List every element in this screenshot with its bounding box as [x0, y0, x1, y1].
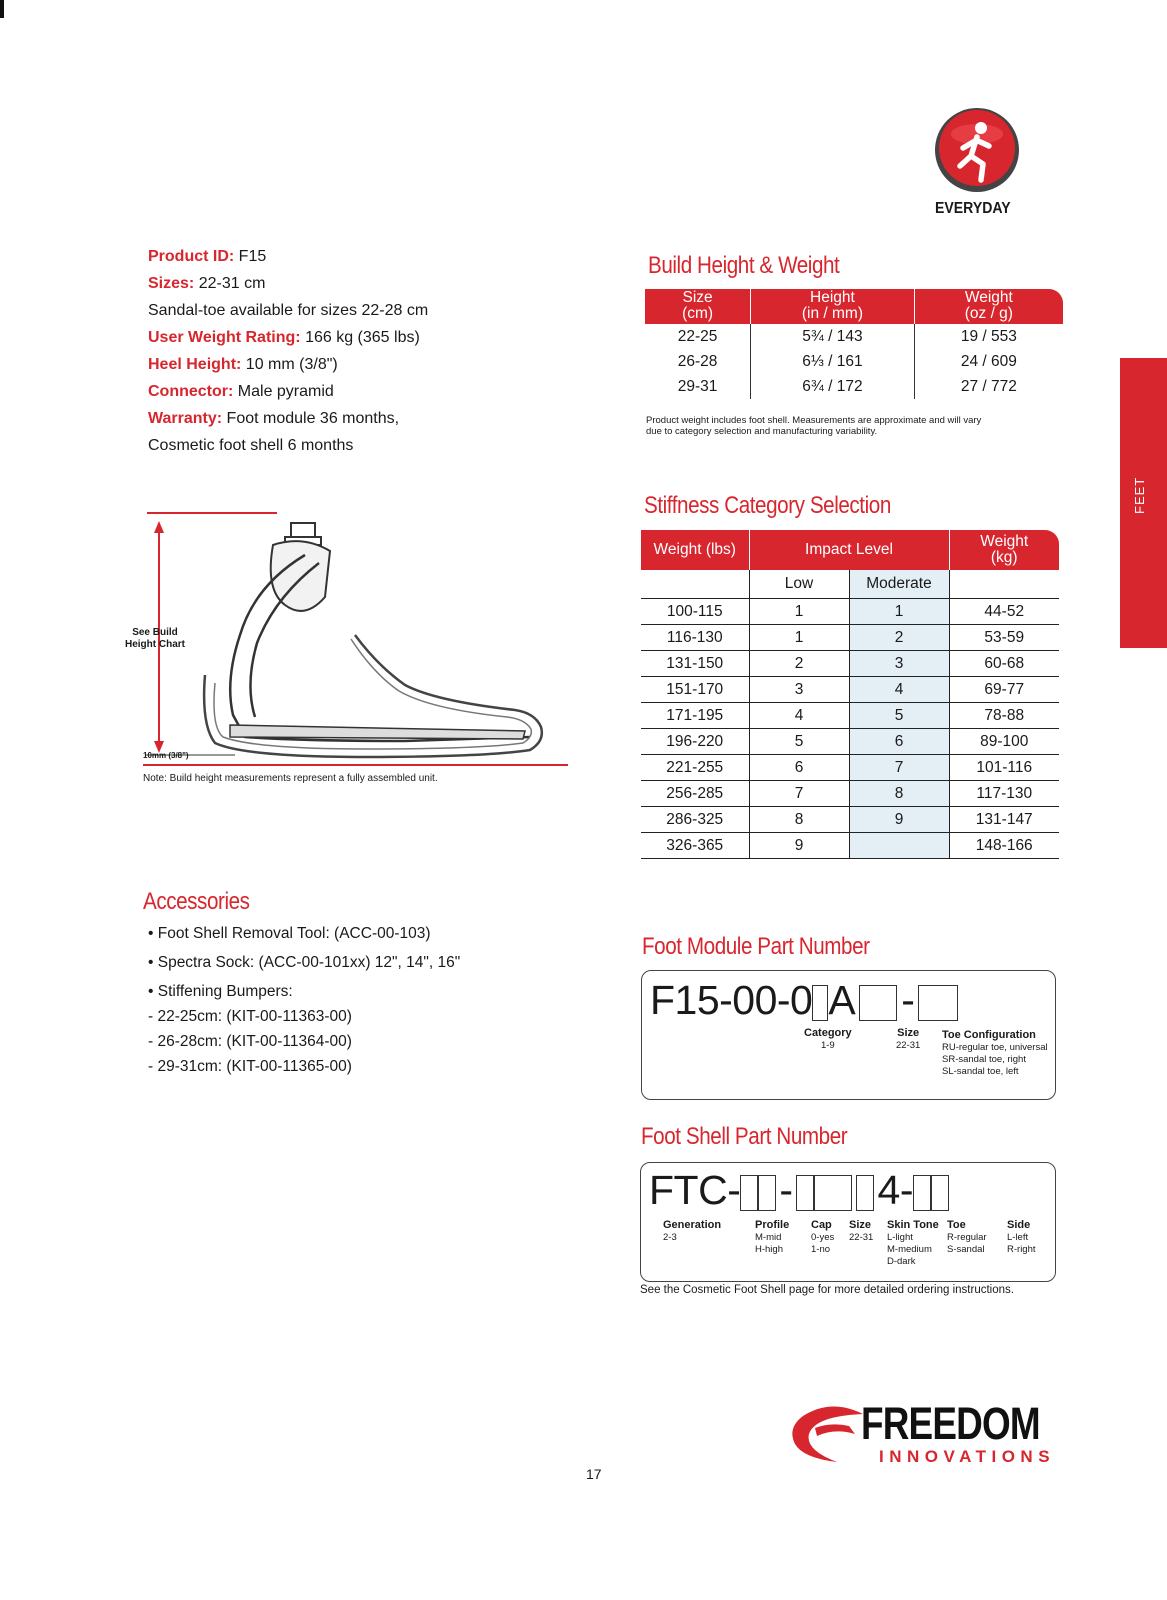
- header-weight: Weight (oz / g): [914, 289, 1063, 324]
- heel-height-label: 10mm (3/8"): [143, 751, 189, 760]
- page-number: 17: [586, 1466, 602, 1482]
- foot-shell-note: See the Cosmetic Foot Shell page for more detailed ordering instructions.: [640, 1284, 1014, 1296]
- toe-config-slot: [918, 985, 958, 1021]
- header-impact-level: Impact Level: [749, 530, 949, 570]
- subheader-moderate: Moderate: [849, 570, 949, 599]
- generation-slot: [740, 1175, 758, 1211]
- list-item: • Foot Shell Removal Tool: (ACC-00-103): [148, 925, 431, 942]
- side-slot: [931, 1175, 949, 1211]
- table-row: 100-115 1 1 44-52: [641, 599, 1059, 625]
- foot-shell-title: Foot Shell Part Number: [641, 1123, 848, 1150]
- table-row: 22-25 5¾ / 143 19 / 553: [645, 324, 1063, 349]
- table-row: 326-365 9 148-166: [641, 833, 1059, 859]
- cap-slot: [796, 1175, 814, 1211]
- side-tab-label: FEET: [1132, 476, 1147, 514]
- shell-size-caption: Size 22-31: [849, 1219, 874, 1243]
- build-height-table: [645, 289, 1063, 399]
- heel-height: Heel Height: 10 mm (3/8"): [148, 356, 338, 373]
- table-row: 171-195 4 5 78-88: [641, 703, 1059, 729]
- user-weight-rating: User Weight Rating: 166 kg (365 lbs): [148, 329, 420, 346]
- freedom-innovations-logo: [785, 1398, 1055, 1478]
- subheader-low: Low: [749, 570, 849, 599]
- see-build-label: See Build Height Chart: [125, 627, 185, 650]
- toe-slot: [913, 1175, 931, 1211]
- brand-sub: INNOVATIONS: [879, 1447, 1056, 1466]
- category-slot: [812, 985, 828, 1021]
- table-header-row: [645, 289, 1063, 324]
- list-item: • Spectra Sock: (ACC-00-101xx) 12", 14", 16": [148, 954, 461, 971]
- foot-diagram: [105, 505, 575, 810]
- skin-tone-slot: [856, 1175, 874, 1211]
- side-caption: Side L-left R-right: [1007, 1219, 1036, 1255]
- generation-caption: Generation 2-3: [663, 1219, 722, 1243]
- table-row: 221-255 6 7 101-116: [641, 755, 1059, 781]
- category-badge-label: EVERYDAY: [935, 200, 1011, 217]
- table-header-row: [641, 530, 1059, 570]
- brand-name: FREEDOM: [861, 1398, 1040, 1449]
- list-item: - 26-28cm: (KIT-00-11364-00): [148, 1033, 352, 1050]
- foot-shell-code: FTC- - 4-: [649, 1167, 949, 1214]
- product-id: Product ID: F15: [148, 248, 267, 265]
- foot-module-code: F15-00-0 A -: [650, 977, 958, 1024]
- size-slot: [859, 985, 897, 1021]
- profile-slot: [758, 1175, 776, 1211]
- table-row: 196-220 5 6 89-100: [641, 729, 1059, 755]
- list-item: - 22-25cm: (KIT-00-11363-00): [148, 1008, 352, 1025]
- warranty-cont: Cosmetic foot shell 6 months: [148, 437, 354, 454]
- sandal-toe-note: Sandal-toe available for sizes 22-28 cm: [148, 302, 429, 319]
- toe-caption: Toe R-regular S-sandal: [947, 1219, 987, 1255]
- diagram-baseline: [143, 764, 568, 766]
- feet-side-tab: [1120, 358, 1167, 648]
- table-row: 26-28 6⅓ / 161 24 / 609: [645, 349, 1063, 374]
- list-item: - 29-31cm: (KIT-00-11365-00): [148, 1058, 352, 1075]
- diagram-note: Note: Build height measurements represent a fully assembled unit.: [143, 773, 438, 784]
- toe-config-caption: Toe Configuration RU-regular toe, universal SR-sandal toe, right SL-sandal toe, left: [942, 1029, 1048, 1077]
- profile-caption: Profile M-mid H-high: [755, 1219, 790, 1255]
- scan-mark: [0, 0, 4, 18]
- table-row: 256-285 7 8 117-130: [641, 781, 1059, 807]
- build-height-note: Product weight includes foot shell. Measurements are approximate and will vary due to category selection and manufacturing variability.: [646, 415, 982, 437]
- stiffness-table: [641, 530, 1059, 859]
- skin-tone-caption: Skin Tone L-light M-medium D-dark: [887, 1219, 939, 1267]
- subheader-row: [641, 570, 1059, 599]
- list-item: • Stiffening Bumpers:: [148, 983, 293, 1000]
- table-row: 116-130 1 2 53-59: [641, 625, 1059, 651]
- category-badge: [927, 108, 1027, 223]
- foot-module-title: Foot Module Part Number: [642, 933, 870, 960]
- table-row: 29-31 6¾ / 172 27 / 772: [645, 374, 1063, 399]
- category-caption: Category 1-9: [804, 1027, 852, 1051]
- foot-module-part-box: [641, 970, 1056, 1100]
- cap-caption: Cap 0-yes 1-no: [811, 1219, 835, 1255]
- accessories-title: Accessories: [143, 888, 250, 915]
- running-person-icon: [927, 108, 1027, 198]
- build-height-title: Build Height & Weight: [648, 252, 840, 279]
- header-weight-lbs: Weight (lbs): [641, 530, 749, 570]
- sizes: Sizes: 22-31 cm: [148, 275, 266, 292]
- table-row: 286-325 8 9 131-147: [641, 807, 1059, 833]
- header-weight-kg: Weight (kg): [949, 530, 1059, 570]
- table-row: 151-170 3 4 69-77: [641, 677, 1059, 703]
- foot-shell-part-box: [640, 1162, 1056, 1282]
- stiffness-title: Stiffness Category Selection: [644, 492, 891, 519]
- table-row: 131-150 2 3 60-68: [641, 651, 1059, 677]
- size-caption: Size 22-31: [896, 1027, 921, 1051]
- header-height: Height (in / mm): [751, 289, 915, 324]
- connector: Connector: Male pyramid: [148, 383, 334, 400]
- warranty: Warranty: Foot module 36 months,: [148, 410, 400, 427]
- header-size: Size (cm): [645, 289, 751, 324]
- shell-size-slot: [814, 1175, 852, 1211]
